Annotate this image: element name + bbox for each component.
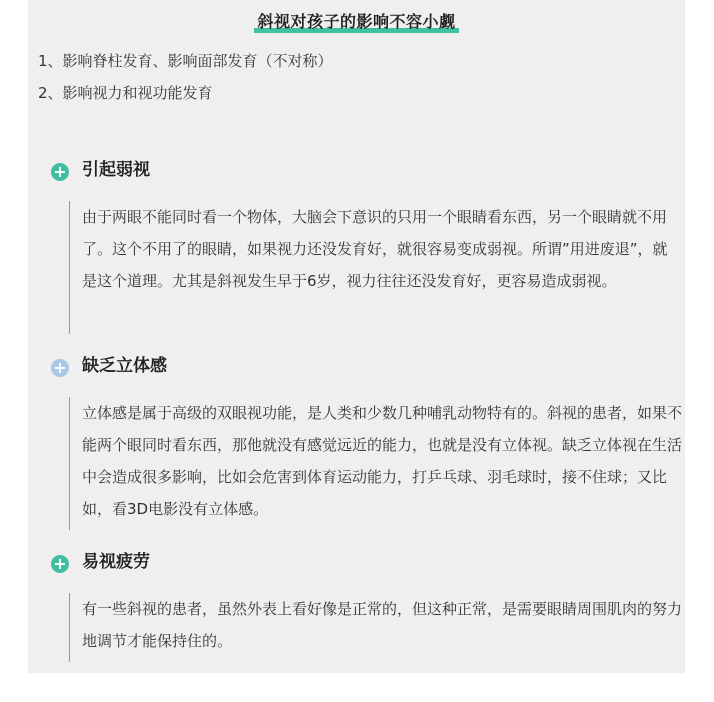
section-body-stereopsis: 立体感是属于高级的双眼视功能，是人类和少数几种哺乳动物特有的。斜视的患者，如果不能两个眼同时看东西，那他就没有感觉远近的能力，也就是没有立体视。缺乏立体视在生活中会造成很多影响，比如会危害到体育运动能力，打乒乓球、羽毛球时，接不住球；又比如，看3D电影没有立体感。 <box>69 397 682 530</box>
plus-circle-icon: + <box>51 163 69 181</box>
section-title: 缺乏立体感 <box>82 356 167 376</box>
intro-item: 2、影响视力和视功能发育 <box>38 84 213 102</box>
section-body-eye-fatigue: 有一些斜视的患者，虽然外表上看好像是正常的，但这种正常，是需要眼睛周围肌肉的努力地调节才能保持住的。 <box>69 593 682 662</box>
plus-circle-icon: + <box>51 555 69 573</box>
plus-circle-icon: + <box>51 359 69 377</box>
section-body-amblyopia: 由于两眼不能同时看一个物体，大脑会下意识的只用一个眼睛看东西，另一个眼睛就不用了。这个不用了的眼睛，如果视力还没发育好，就很容易变成弱视。所谓”用进废退”，就是这个道理。尤其是斜视发生早于6岁，视力往往还没发育好，更容易造成弱视。 <box>69 201 682 334</box>
section-title: 引起弱视 <box>82 160 150 180</box>
article-title: 斜视对孩子的影响不容小觑 <box>254 9 458 33</box>
title-wrap <box>28 9 685 33</box>
section-title: 易视疲劳 <box>82 552 150 572</box>
article-card <box>28 0 685 673</box>
intro-item: 1、影响脊柱发育、影响面部发育（不对称） <box>38 52 333 70</box>
